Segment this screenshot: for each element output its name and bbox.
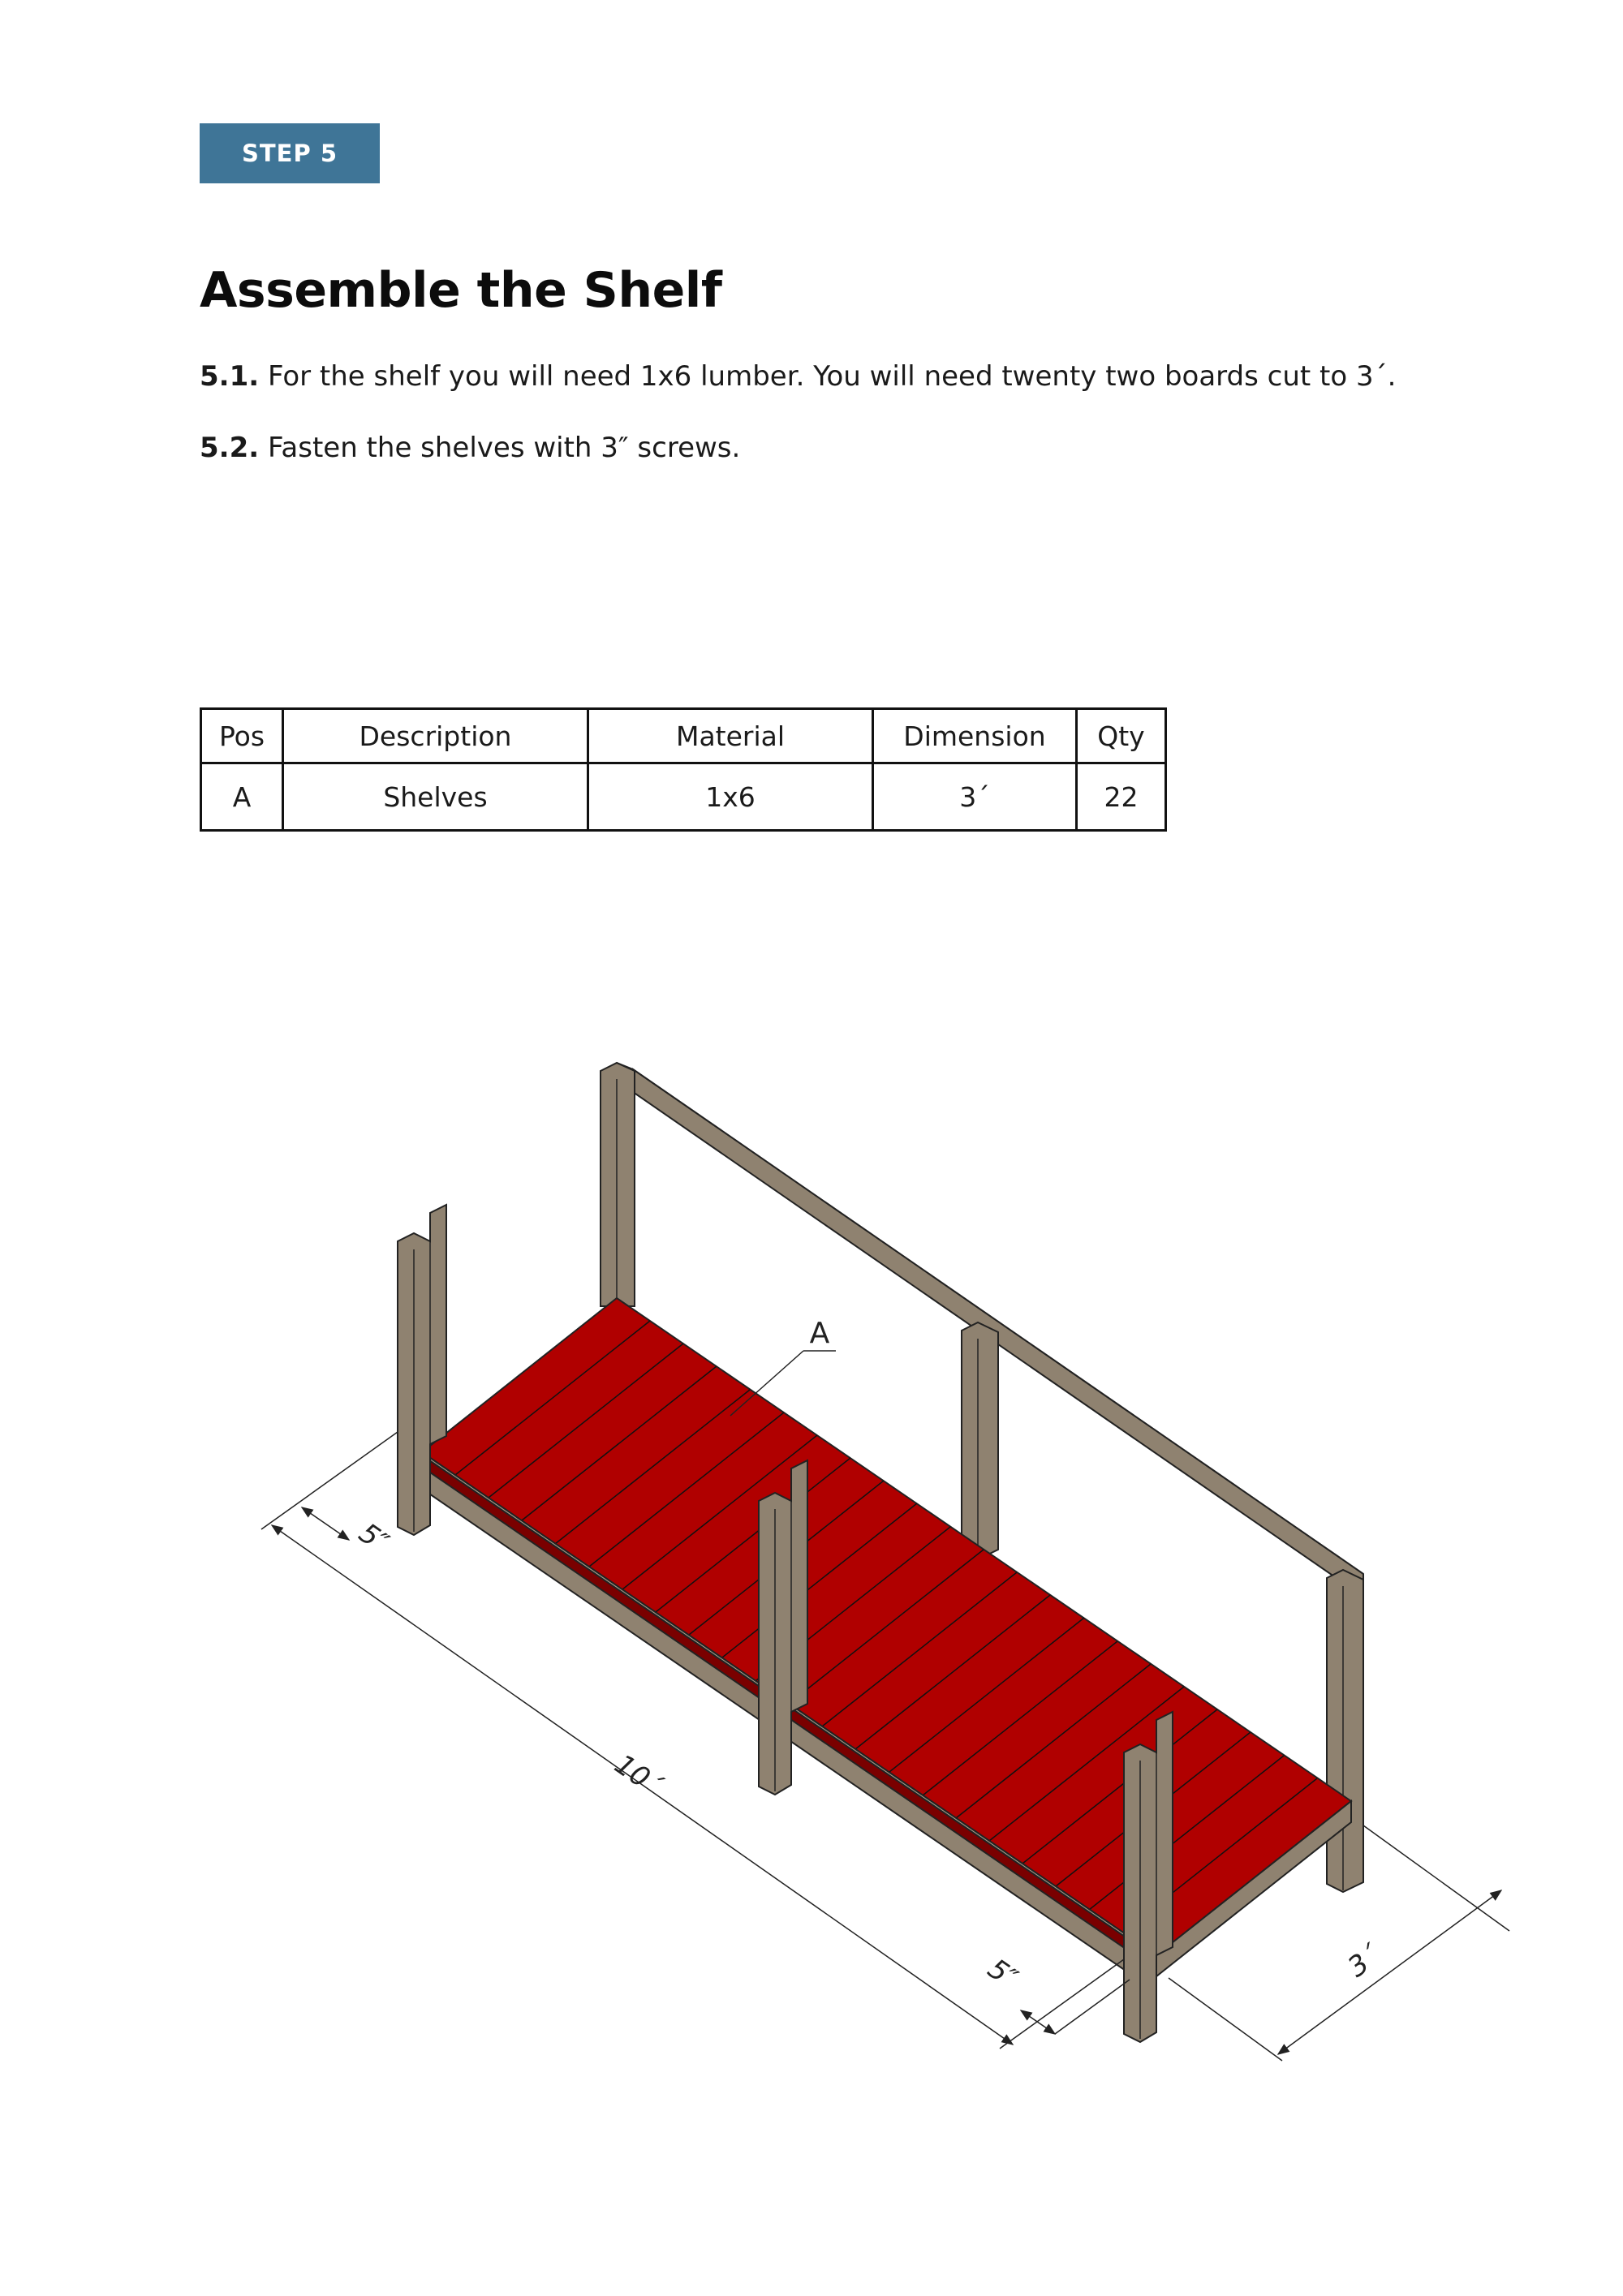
dim-length: 10´: [608, 1748, 668, 1803]
page-title: Assemble the Shelf: [200, 262, 722, 319]
cell-dimension: 3´: [873, 763, 1077, 831]
front-right-post: [1124, 1712, 1173, 2042]
back-left-post: [601, 1063, 635, 1306]
header-pos: Pos: [201, 709, 283, 763]
header-material: Material: [588, 709, 873, 763]
dim-overhang-left: 5″: [352, 1516, 394, 1560]
back-right-post: [1327, 1570, 1363, 1892]
instruction-number: 5.1.: [200, 360, 260, 393]
header-qty: Qty: [1077, 709, 1166, 763]
instruction-number: 5.2.: [200, 432, 260, 464]
dim-depth: 3´: [1341, 1939, 1387, 1984]
step-badge: STEP 5: [200, 123, 380, 183]
dim-overhang-right: 5″: [981, 1952, 1023, 1996]
cell-description: Shelves: [283, 763, 588, 831]
cell-qty: 22: [1077, 763, 1166, 831]
shelf-boards: [422, 1298, 1351, 1970]
instruction-text: Fasten the shelves with 3″ screws.: [267, 432, 741, 464]
cell-pos: A: [201, 763, 283, 831]
cell-material: 1x6: [588, 763, 873, 831]
back-middle-post: [962, 1322, 998, 1559]
header-dimension: Dimension: [873, 709, 1077, 763]
header-description: Description: [283, 709, 588, 763]
part-label-a: A: [809, 1317, 830, 1350]
instruction-text: For the shelf you will need 1x6 lumber. You will need twenty two boards cut to 3´.: [267, 360, 1397, 393]
